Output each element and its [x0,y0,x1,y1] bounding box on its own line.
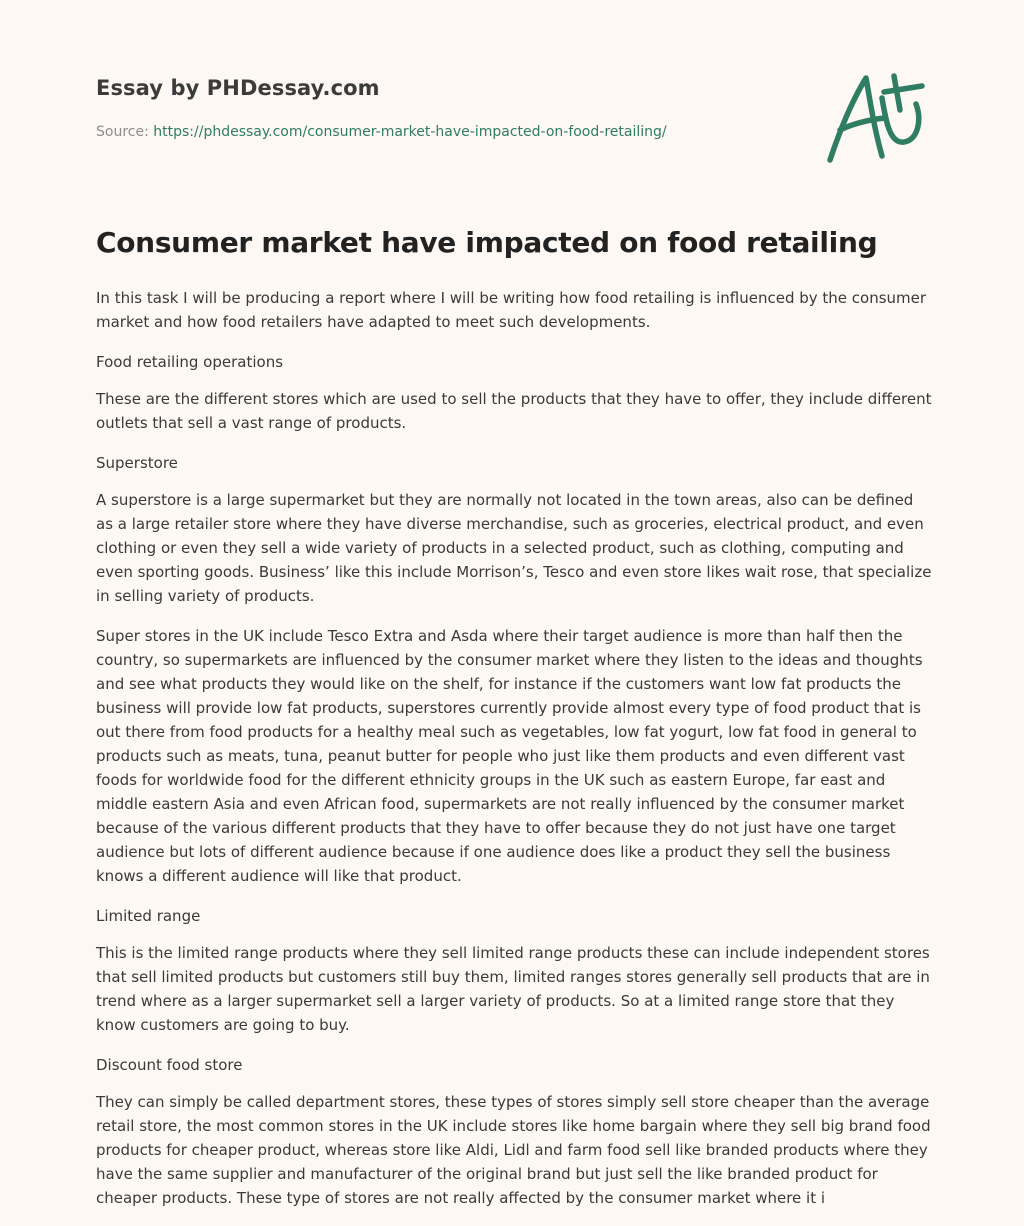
paragraph-food-retailing: These are the different stores which are used to sell the products that they have to offer, they include different outlets that sell a vast range of products. [96,390,932,432]
intro-paragraph: In this task I will be producing a report where I will be writing how food retailing is influenced by the consumer market and how food retailers have adapted to meet such developments. [96,289,927,331]
paragraph-limited-range: This is the limited range products where they sell limited range products these can include independent stores that sell limited products but customers still buy them, limited ranges stores generally sell products that are in trend where as a larger supermarket sell a larger variety of products. So at a limited range store that they know customers are going to buy. [96,944,930,1034]
brand-title: Essay by PHDessay.com [96,76,380,100]
article-body [96,286,934,1226]
paragraph-superstore-uk: Super stores in the UK include Tesco Extra and Asda where their target audience is more than half then the country, so supermarkets are influenced by the consumer market where they listen to the ideas and thoughts and see what products they would like on the shelf, for instance if the customers want low fat products the business will provide low fat products, superstores currently provide almost every type of food product that is out there from food products for a healthy meal such as vegetables, low fat yogurt, low fat food in general to products such as meats, tuna, peanut butter for people who just like them products and even different vast foods for worldwide food for the different ethnicity groups in the UK such as eastern Europe, far east and middle eastern Asia and even African food, supermarkets are not really influenced by the consumer market because of the various different products that they have to offer because they do not just have one target audience but lots of different audience because if one audience does like a product they sell the business knows a different audience will like that product. [96,627,923,885]
section-heading-discount-store: Discount food store [96,1056,243,1074]
page-title: Consumer market have impacted on food retailing [96,226,878,259]
source-link[interactable]: https://phdessay.com/consumer-market-have-impacted-on-food-retailing/ [153,124,667,140]
paragraph-superstore-definition: A superstore is a large supermarket but they are normally not located in the town areas, also can be defined as a large retailer store where they have diverse merchandise, such as groceries, electrical product, and even clothing or even they sell a wide variety of products in a selected product, such as clothing, computing and even sporting goods. Business’ like this include Morrison’s, Tesco and even store likes wait rose, that specialize in selling variety of products. [96,491,932,605]
a-plus-logo-icon [824,70,928,166]
source-line [96,124,667,140]
section-heading-limited-range: Limited range [96,907,201,925]
source-label: Source: [96,124,149,140]
paragraph-discount-store: They can simply be called department stores, these types of stores simply sell store cheaper than the average retail store, the most common stores in the UK include stores like home bargain where they sell big brand food products for cheaper product, whereas store like Aldi, Lidl and farm food sell like branded products where they have the same supplier and manufacturer of the original brand but just sell the like branded product for cheaper products. These type of stores are not really affected by the consumer market where it i [96,1093,931,1207]
section-heading-food-retailing: Food retailing operations [96,353,284,371]
section-heading-superstore: Superstore [96,454,178,472]
